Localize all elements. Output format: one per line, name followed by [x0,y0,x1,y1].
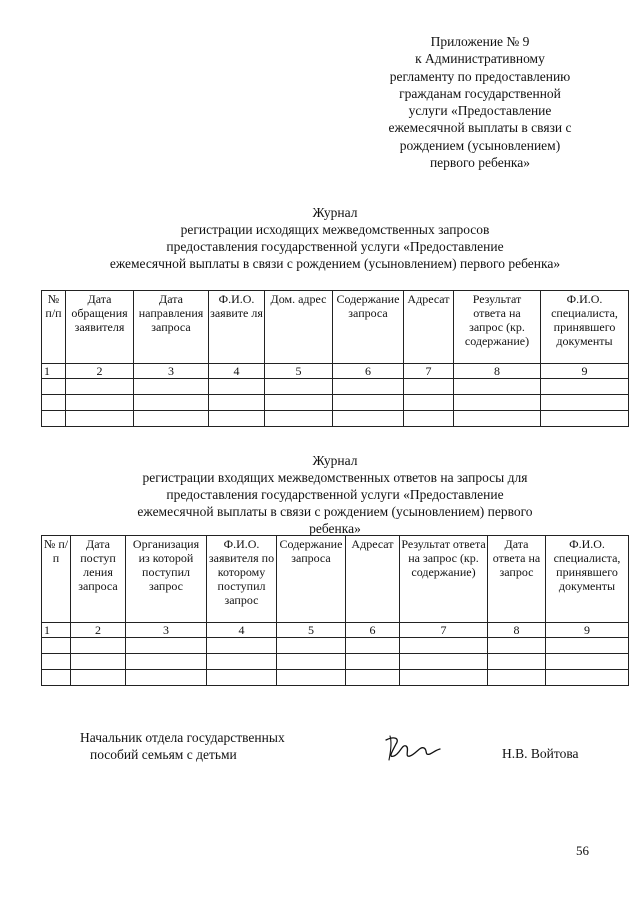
column-header: Ф.И.О. заявителя по которому поступил запрос [207,536,277,623]
appendix-line: услуги «Предоставление [408,103,552,119]
column-number: 7 [404,364,454,379]
empty-cell [346,638,400,654]
empty-cell [541,379,629,395]
table-row [42,379,629,395]
appendix-line: регламенту по предоставлению [389,68,571,84]
empty-cell [277,670,346,686]
empty-cell [134,411,209,427]
empty-cell [333,395,404,411]
empty-cell [209,411,265,427]
journal2-heading-line: ежемесячной выплаты в связи с рождением (усыновлением) первого [137,504,533,519]
column-header: Результат ответа на запрос (кр. содержание) [454,291,541,364]
empty-cell [404,411,454,427]
journal1-heading-line: предоставления государственной услуги «Предоставление [166,239,504,254]
handwritten-signature-icon [380,732,442,764]
empty-cell [71,654,126,670]
empty-cell [265,395,333,411]
empty-cell [546,670,629,686]
column-number: 3 [126,623,207,638]
column-header: Ф.И.О. заявите ля [209,291,265,364]
empty-cell [546,654,629,670]
empty-cell [126,670,207,686]
column-number: 1 [42,623,71,638]
position-title-line: Начальник отдела государственных [80,730,285,745]
appendix-line: к Административному [415,51,545,67]
empty-cell [71,638,126,654]
empty-cell [400,638,488,654]
page-number: 56 [576,843,589,858]
empty-cell [333,379,404,395]
column-number: 9 [541,364,629,379]
appendix-line: первого ребенка» [429,155,531,171]
appendix-line: рождением (усыновлением) [399,137,561,153]
column-header: Адресат [346,536,400,623]
empty-cell [488,638,546,654]
column-number: 7 [400,623,488,638]
signature-position [80,729,285,763]
column-number: 8 [488,623,546,638]
column-header: № п/п [42,291,66,364]
empty-cell [346,654,400,670]
empty-cell [207,654,277,670]
empty-cell [66,411,134,427]
table-row [42,395,629,411]
column-number: 6 [333,364,404,379]
empty-cell [488,670,546,686]
column-number: 2 [71,623,126,638]
empty-cell [541,411,629,427]
journal2-heading-line: регистрации входящих межведомственных ответов на запросы для [142,470,528,485]
column-number: 1 [42,364,66,379]
empty-cell [42,379,66,395]
column-number-row [42,364,629,379]
empty-cell [454,411,541,427]
empty-cell [404,379,454,395]
journal1-heading-line: регистрации исходящих межведомственных запросов [180,222,490,237]
appendix-line: ежемесячной выплаты в связи с [388,120,572,136]
empty-cell [404,395,454,411]
empty-cell [277,638,346,654]
column-header: № п/п [42,536,71,623]
journal2-heading-line: предоставления государственной услуги «Предоставление [166,487,504,502]
empty-cell [454,395,541,411]
column-header: Результат ответа на запрос (кр. содержание) [400,536,488,623]
column-number: 5 [265,364,333,379]
column-header: Дата направления запроса [134,291,209,364]
table-row [42,638,629,654]
empty-cell [488,654,546,670]
column-header: Адресат [404,291,454,364]
empty-cell [207,670,277,686]
empty-cell [346,670,400,686]
table-row [42,654,629,670]
empty-cell [209,395,265,411]
empty-cell [42,395,66,411]
journal2-heading [40,452,630,537]
column-number: 8 [454,364,541,379]
column-header: Ф.И.О. специалиста, принявшего документы [546,536,629,623]
column-header: Дата обращения заявителя [66,291,134,364]
empty-cell [42,638,71,654]
empty-cell [400,654,488,670]
empty-cell [265,411,333,427]
journal1-heading-line: ежемесячной выплаты в связи с рождением (усыновлением) первого ребенка» [109,256,561,271]
column-number: 5 [277,623,346,638]
empty-cell [134,379,209,395]
empty-cell [66,379,134,395]
column-header: Дата поступ ления запроса [71,536,126,623]
journal1-heading [40,204,630,272]
column-header: Дом. адрес [265,291,333,364]
column-header: Организация из которой поступил запрос [126,536,207,623]
empty-cell [42,411,66,427]
column-number: 9 [546,623,629,638]
column-header: Дата ответа на запрос [488,536,546,623]
empty-cell [134,395,209,411]
column-number: 3 [134,364,209,379]
empty-cell [277,654,346,670]
appendix-note [370,33,590,171]
empty-cell [126,638,207,654]
table-header-row [42,536,629,623]
journal2-table [41,535,629,686]
column-number: 4 [207,623,277,638]
empty-cell [454,379,541,395]
empty-cell [42,670,71,686]
table-header-row [42,291,629,364]
column-header: Содержание запроса [333,291,404,364]
column-number: 6 [346,623,400,638]
journal1-table [41,290,629,427]
column-header: Ф.И.О. специалиста, принявшего документы [541,291,629,364]
empty-cell [541,395,629,411]
journal2-heading-line: ребенка» [309,521,361,536]
column-number: 2 [66,364,134,379]
column-header: Содержание запроса [277,536,346,623]
signer-name: Н.В. Войтова [502,746,579,761]
empty-cell [42,654,71,670]
appendix-line: Приложение № 9 [430,34,530,49]
appendix-line: гражданам государственной [399,85,561,101]
empty-cell [71,670,126,686]
column-number-row [42,623,629,638]
journal2-title: Журнал [312,453,358,468]
journal1-title: Журнал [312,205,358,220]
column-number: 4 [209,364,265,379]
empty-cell [207,638,277,654]
empty-cell [546,638,629,654]
empty-cell [400,670,488,686]
position-title-line: пособий семьям с детьми [90,747,237,762]
table-row [42,411,629,427]
empty-cell [333,411,404,427]
empty-cell [66,395,134,411]
empty-cell [209,379,265,395]
empty-cell [126,654,207,670]
empty-cell [265,379,333,395]
table-row [42,670,629,686]
